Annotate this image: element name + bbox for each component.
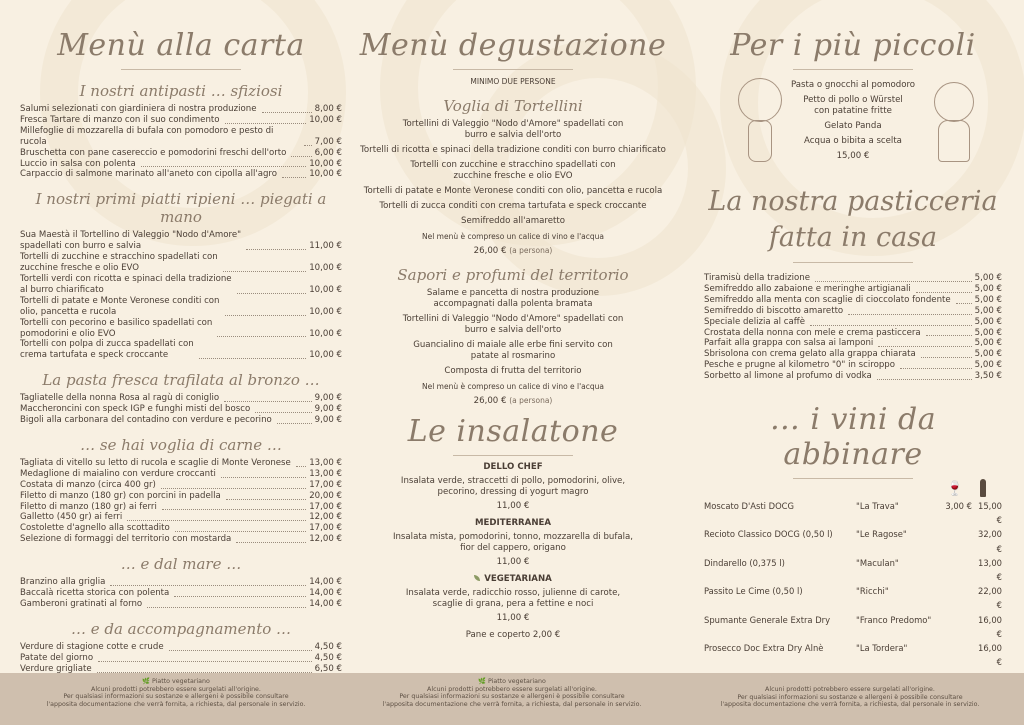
item-name: Verdure grigliate [20,663,92,673]
menu-degustazione-column [356,0,670,673]
dot-leader [224,401,311,402]
item-name: Tortelli verdi con ricotta e spinaci della tradizione al burro chiarificato [20,273,232,295]
menu-item [20,664,342,673]
wine-row [704,556,1002,584]
item-name: Semifreddo allo zabaione e meringhe artigianali [704,283,911,294]
item-name: Semifreddo di biscotto amaretto [704,305,844,316]
dot-leader [236,542,306,543]
menu-item [704,295,1002,306]
item-name: Tortelli con polpa di zucca spadellati con crema tartufata e speck croccante [20,339,194,361]
menu-item [20,599,342,610]
menu-item [20,230,342,252]
sapori-note: Nel menù è compreso un calice di vino e l'acqua [421,382,605,391]
sapori-price: 26,00 € (a persona) [473,396,553,406]
kids-item: Acqua o bibita a scelta [804,136,902,146]
course-item: Semifreddo all'amaretto [461,216,565,226]
item-name: Tagliatelle della nonna Rosa al ragù di coniglio [20,393,220,404]
item-name: Costolette d'agnello alla scottadito [20,523,170,534]
col3-title: Per i più piccoli [730,28,976,63]
item-name: Galletto (450 gr) ai ferri [20,512,123,523]
item-price: 12,00 € [309,512,342,523]
kids-item: Petto di pollo o Würstel con patatine fritte [803,95,903,116]
wine-row [704,641,1002,669]
menu-item [20,480,342,491]
pasta-list [20,393,342,426]
wine-row [704,527,1002,555]
salad-name: DELLO CHEF [483,462,543,472]
course-item: Tortelli con zucchine e stracchino spadellati con zucchine fresche e olio EVO [410,160,616,181]
wine-name: Spumante Generale Extra Dry [704,614,831,625]
menu-item [704,360,1002,371]
item-price: 12,00 € [309,534,342,545]
divider [793,262,913,263]
menu-item [20,339,342,361]
menu-item [704,284,1002,295]
divider [793,69,913,70]
wine-bottle-icon [980,479,986,497]
menu-item [20,318,342,340]
wine-name: Recioto Classico DOCG (0,50 l) [704,529,833,540]
wine-glass [932,556,972,584]
dot-leader [916,292,972,293]
item-name: Tagliata di vitello su letto di rucola e scaglie di Monte Veronese [20,457,291,468]
menu-item [704,349,1002,360]
carne-list [20,458,342,545]
item-price: 10,00 € [309,306,342,317]
item-price: 7,00 € [314,136,342,147]
dot-leader [255,412,311,413]
menu-item [20,104,342,115]
dot-leader [815,281,972,282]
item-name: Branzino alla griglia [20,577,106,588]
veg-leaf-icon [474,575,480,581]
menu-item [20,404,342,415]
salad-name: VEGETARIANA [356,574,670,584]
kids-item: Gelato Panda [824,121,882,131]
course-item: Composta di frutta del territorio [444,366,582,376]
menu-item [704,306,1002,317]
salad-price: 11,00 € [496,613,530,623]
menu-item [20,148,342,159]
item-price: 5,00 € [974,360,1002,371]
item-price: 6,00 € [314,147,342,158]
wine-producer: "La Tordera" [856,643,908,654]
item-name: Selezione di formaggi del territorio con mostarda [20,534,232,545]
item-price: 10,00 € [309,284,342,295]
item-name: Filetto di manzo (180 gr) ai ferri [20,501,157,512]
kids-item: 15,00 € [836,151,870,161]
footer [0,673,1024,725]
menu-item [20,534,342,545]
mare-list [20,577,342,610]
menu-item [20,159,342,170]
menu-item [704,338,1002,349]
dot-leader [291,156,311,157]
course-item: Salame e pancetta di nostra produzione accompagnati dalla polenta bramata [426,288,600,309]
tortellini-list [356,119,670,227]
dot-leader [848,314,971,315]
dot-leader [127,520,306,521]
item-price: 5,00 € [974,305,1002,316]
menu-item [20,588,342,599]
tortellini-price: 26,00 € (a persona) [473,246,553,256]
item-name: Bigoli alla carbonara del contadino con verdure e pecorino [20,415,272,426]
piccoli-column [698,0,1008,673]
item-name: Bruschetta con pane casereccio e pomodorini freschi dell'orto [20,147,287,158]
item-name: Tortelli con pecorino e basilico spadellati con pomodorini e olio EVO [20,317,213,339]
dot-leader [174,596,306,597]
item-price: 5,00 € [974,316,1002,327]
menu-item [20,415,342,426]
menu-item [20,577,342,588]
item-price: 10,00 € [309,328,342,339]
sapori-list [356,288,670,377]
item-price: 14,00 € [309,599,342,609]
item-price: 13,00 € [309,468,342,479]
wine-bottle: 22,00 € [978,586,1002,611]
tortellini-note: Nel menù è compreso un calice di vino e l'acqua [421,232,605,241]
boy-illustration-icon [738,78,782,122]
wine-name: Dindarello (0,375 l) [704,557,785,568]
item-name: Salumi selezionati con giardiniera di nostra produzione [20,104,257,114]
item-name: Crostata della nonna con mele e crema pasticcera [704,327,921,338]
menu-item [20,126,342,148]
dot-leader [304,145,312,146]
menu-item [20,393,342,404]
salad-desc: Insalata verde, radicchio rosso, julienne di carote, scaglie di grana, pera a fettine e noci [405,588,621,609]
minimo-text: MINIMO DUE PERSONE [470,77,556,86]
menu-item [20,252,342,274]
wine-producer: "Franco Predomo" [856,614,932,625]
veg-leaf-icon: 🌿 [478,678,486,685]
item-name: Tortelli di zucchine e stracchino spadellati con zucchine fresche e olio EVO [20,252,218,274]
item-price: 17,00 € [309,523,342,534]
footer-note: 🌿 Piatto vegetariano Alcuni prodotti potrebbero essere surgelati all'origine. Per qualsiasi informazioni su sostanze e allergeni è possibile consultare l'apposita documentazione che verrà fornita, a richiesta, dal personale in servizio. [46,678,306,708]
dot-leader [147,607,306,608]
wine-glass-icon: 🍷 [946,481,964,498]
item-name: Semifreddo alla menta con scaglie di cioccolato fondente [704,294,951,305]
dot-leader [225,123,307,124]
item-price: 10,00 € [309,158,342,169]
course-item: Guancialino di maiale alle erbe fini servito con patate al rosmarino [413,340,613,361]
menu-item [704,317,1002,328]
item-price: 5,00 € [974,273,1002,283]
menu-item [704,371,1002,382]
wine-glass [932,584,972,612]
vini-list [698,499,1008,673]
contorni-list [20,642,342,673]
carne-title: … se hai voglia di carne … [80,435,282,454]
item-price: 9,00 € [314,393,342,404]
wine-row [704,613,1002,641]
wine-bottle: 32,00 € [978,529,1002,554]
dot-leader [169,650,312,651]
wine-bottle: 13,00 € [978,557,1002,583]
item-price: 10,00 € [309,114,342,125]
salad-price: 11,00 € [496,557,530,567]
dot-leader [162,509,306,510]
dot-leader [900,368,972,369]
wine-glass [932,641,972,669]
dot-leader [223,271,306,272]
item-price: 10,00 € [309,350,342,361]
wine-producer: "Le Ragose" [856,529,907,540]
menu-item [704,328,1002,339]
dot-leader [217,336,306,337]
course-item: Tortelli di zucca conditi con crema tartufata e speck croccante [379,201,647,211]
item-price: 5,00 € [974,327,1002,338]
item-name: Luccio in salsa con polenta [20,158,136,169]
vini-title: … i vini da abbinare [769,402,937,473]
menu-item [704,273,1002,284]
wine-bottle: 15,00 € [978,501,1002,526]
dot-leader [277,423,312,424]
item-name: Costata di manzo (circa 400 gr) [20,479,156,490]
insalatone-title: Le insalatone [407,414,619,449]
wine-icons [698,479,1008,499]
menu-item [20,458,342,469]
wine-glass: 3,00 € [945,501,972,512]
item-price: 5,00 € [974,294,1002,305]
pasticceria-list [698,273,1008,382]
item-price: 17,00 € [309,479,342,490]
pasta-title: La pasta fresca trafilata al bronzo … [42,371,320,390]
dot-leader [175,531,306,532]
menu-item [20,653,342,664]
item-name: Millefoglie di mozzarella di bufala con pomodoro e pesto di rucola [20,125,274,147]
dot-leader [262,112,312,113]
item-name: Patate del giorno [20,652,94,663]
kids-item: Pasta o gnocchi al pomodoro [790,80,916,90]
boy-body-icon [748,120,772,162]
item-price: 10,00 € [309,169,342,180]
contorni-title: … e da accompagnamento … [70,619,292,638]
wine-glass [932,613,972,641]
item-name: Tiramisù della tradizione [704,273,811,283]
dot-leader [877,379,972,380]
wine-name: Prosecco Doc Extra Dry Alnè [704,643,824,654]
item-name: Tortelli di patate e Monte Veronese conditi con olio, pancetta e rucola [20,295,220,317]
col1-title: Menù alla carta [57,28,305,63]
menu-item [20,523,342,534]
salad-price: 11,00 € [496,501,530,511]
item-price: 9,00 € [314,415,342,426]
item-name: Baccalà ricetta storica con polenta [20,588,170,599]
wine-name: Moscato D'Asti DOCG [704,501,795,512]
dot-leader [956,303,972,304]
item-price: 20,00 € [309,490,342,501]
item-name: Gamberoni gratinati al forno [20,599,143,609]
footer-note: Alcuni prodotti potrebbero essere surgelati all'origine. Per qualsiasi informazioni su sostanze e allergeni è possibile consultare l'apposita documentazione che verrà fornita, a richiesta, dal personale in servizio. [720,686,980,709]
wine-row [704,499,1002,527]
dot-leader [98,661,312,662]
menu-item [20,491,342,502]
salad-desc: Insalata verde, straccetti di pollo, pomodorini, olive, pecorino, dressing di yogurt magro [400,476,626,497]
item-price: 14,00 € [309,588,342,599]
item-name: Speciale delizia al caffè [704,316,805,327]
dot-leader [141,166,306,167]
wine-row [704,584,1002,612]
pasticceria-title: La nostra pasticceria fatta in casa [708,186,998,253]
wine-bottle: 16,00 € [978,643,1002,668]
item-price: 11,00 € [309,241,342,252]
wine-producer: "Maculan" [856,557,899,568]
dot-leader [161,488,306,489]
item-name: Parfait alla grappa con salsa ai lamponi [704,338,874,349]
item-name: Sbrisolona con crema gelato alla grappa chiarata [704,349,916,360]
wine-producer: "La Trava" [856,501,899,512]
item-price: 5,00 € [974,338,1002,349]
menu-item [20,502,342,513]
menu-item [20,274,342,296]
item-price: 17,00 € [309,501,342,512]
menu-item [20,642,342,653]
coperto-text: Pane e coperto 2,00 € [465,630,561,640]
salad-desc: Insalata mista, pomodorini, tonno, mozzarella di bufala, fior del cappero, origano [392,532,634,553]
item-price: 13,00 € [309,457,342,468]
dot-leader [810,325,972,326]
girl-body-icon [938,120,970,162]
course-item: Tortelli di ricotta e spinaci della tradizione conditi con burro chiarificato [360,145,666,155]
dot-leader [237,293,307,294]
divider [453,455,573,456]
item-price: 4,50 € [314,641,342,652]
course-item: Tortellini di Valeggio "Nodo d'Amore" spadellati con burro e salvia dell'orto [402,314,624,335]
wine-glass [932,527,972,555]
dot-leader [926,335,972,336]
item-name: Fresca Tartare di manzo con il suo condimento [20,114,220,125]
item-name: Sorbetto al limone al profumo di vodka [704,371,872,382]
insalatone-list [356,462,670,624]
course-item: Tortellini di Valeggio "Nodo d'Amore" spadellati con burro e salvia dell'orto [402,119,624,140]
item-price: 6,50 € [314,663,342,673]
sapori-title: Sapori e profumi del territorio [397,266,629,284]
dot-leader [226,499,306,500]
primi-title: I nostri primi piatti ripieni … piegati a mano [35,190,327,227]
course-item: Tortelli di patate e Monte Veronese conditi con olio, pancetta e rucola [363,186,663,196]
dot-leader [878,346,971,347]
divider [453,69,573,70]
tortellini-title: Voglia di Tortellini [443,97,583,115]
menu-alla-carta-column [20,0,342,673]
item-price: 8,00 € [314,104,342,114]
veg-leaf-icon: 🌿 [142,678,150,685]
item-name: Carpaccio di salmone marinato all'aneto con cipolla all'agro [20,169,278,180]
salad-name: MEDITERRANEA [474,518,552,528]
menu-item [20,512,342,523]
item-name: Medaglione di maialino con verdure croccanti [20,468,216,479]
antipasti-list [20,104,342,180]
menu-item [20,115,342,126]
dot-leader [225,315,307,316]
item-name: Verdure di stagione cotte e crude [20,641,164,652]
divider [121,69,241,70]
menu-item [20,469,342,480]
dot-leader [282,177,306,178]
item-price: 4,50 € [314,652,342,663]
dot-leader [921,357,972,358]
item-price: 14,00 € [309,577,342,588]
wine-bottle: 16,00 € [978,614,1002,639]
menu-item [20,296,342,318]
dot-leader [110,585,306,586]
wine-name: Passito Le Cime (0,50 l) [704,586,803,597]
dot-leader [296,466,306,467]
menu-item [20,169,342,180]
wine-producer: "Ricchi" [856,586,889,597]
footer-note: 🌿 Piatto vegetariano Alcuni prodotti potrebbero essere surgelati all'origine. Per qualsiasi informazioni su sostanze e allergeni è possibile consultare l'apposita documentazione che verrà fornita, a richiesta, dal personale in servizio. [382,678,642,708]
mare-title: … e dal mare … [120,555,242,574]
item-name: Pesche e prugne al kilometro "0" in sciroppo [704,360,895,371]
primi-list [20,230,342,361]
item-name: Maccheroncini con speck IGP e funghi misti del bosco [20,404,251,415]
item-price: 10,00 € [309,263,342,274]
col2-title: Menù degustazione [359,28,667,63]
item-name: Filetto di manzo (180 gr) con porcini in padella [20,490,221,501]
dot-leader [199,358,306,359]
item-price: 5,00 € [974,283,1002,294]
girl-illustration-icon [934,82,974,122]
item-price: 9,00 € [314,404,342,415]
dot-leader [221,477,306,478]
item-name: Sua Maestà il Tortellino di Valeggio "Nodo d'Amore" spadellati con burro e salvia [20,230,242,252]
item-price: 5,00 € [974,349,1002,360]
dot-leader [246,249,306,250]
item-price: 3,50 € [974,371,1002,382]
antipasti-title: I nostri antipasti … sfiziosi [79,82,283,100]
